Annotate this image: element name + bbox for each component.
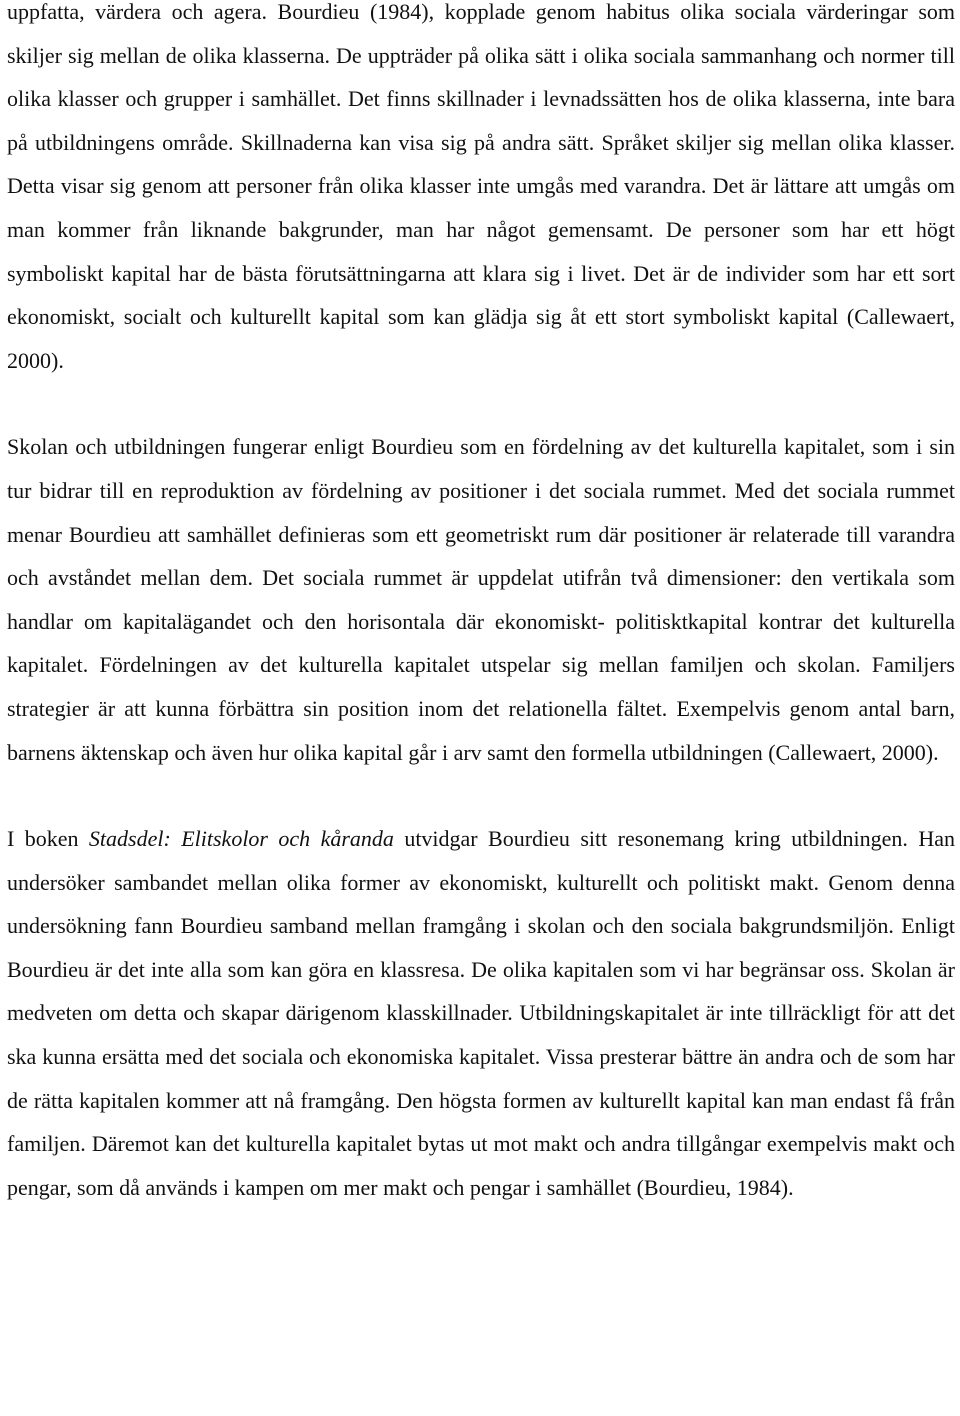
document-page [7, 0, 955, 1209]
paragraph-intro-text: I boken [7, 826, 89, 852]
paragraph-cultural-capital: Skolan och utbildningen fungerar enligt Bourdieu som en fördelning av det kulturella kapitalet, som i sin tur bidrar till en reproduktion av fördelning av positioner i det sociala rummet. Med det sociala rummet menar Bourdieu att samhället definieras som ett geometriskt rum där positioner är relaterade till varandra och avståndet mellan dem. Det sociala rummet är uppdelat utifrån två dimensioner: den vertikala som handlar om kapitalägandet och den horisontala där ekonomiskt- politisktkapital kontrar det kulturella kapitalet. Fördelningen av det kulturella kapitalet utspelar sig mellan familjen och skolan. Familjers strategier är att kunna förbättra sin position inom det relationella fältet. Exempelvis genom antal barn, barnens äktenskap och även hur olika kapital går i arv samt den formella utbildningen (Callewaert, 2000). [7, 434, 955, 765]
paragraph-body-text: utvidgar Bourdieu sitt resonemang kring utbildningen. Han undersöker sambandet mellan olika former av ekonomiskt, kulturellt och politiskt makt. Genom denna undersökning fann Bourdieu samband mellan framgång i skolan och den sociala bakgrundsmiljön. Enligt Bourdieu är det inte alla som kan göra en klassresa. De olika kapitalen som vi har begränsar oss. Skolan är medveten om detta och skapar därigenom klasskillnader. Utbildningskapitalet är inte tillräckligt för att det ska kunna ersätta med det sociala och ekonomiska kapitalet. Vissa presterar bättre än andra och de som har de rätta kapitalen kommer att nå framgång. Den högsta formen av kulturellt kapital kan man endast få från familjen. Däremot kan det kulturella kapitalet bytas ut mot makt och andra tillgångar exempelvis makt och pengar, som då används i kampen om mer makt och pengar i samhället (Bourdieu, 1984). [7, 826, 955, 1200]
paragraph-habitus: uppfatta, värdera och agera. Bourdieu (1984), kopplade genom habitus olika sociala värderingar som skiljer sig mellan de olika klasserna. De uppträder på olika sätt i olika sociala sammanhang och normer till olika klasser och grupper i samhället. Det finns skillnader i levnadssätten hos de olika klasserna, inte bara på utbildningens område. Skillnaderna kan visa sig på andra sätt. Språket skiljer sig mellan olika klasser. Detta visar sig genom att personer från olika klasser inte umgås med varandra. Det är lättare att umgås om man kommer från liknande bakgrunder, man har något gemensamt. De personer som har ett högt symboliskt kapital har de bästa förutsättningarna att klara sig i livet. Det är de individer som har ett sort ekonomiskt, socialt och kulturellt kapital som kan glädja sig åt ett stort symboliskt kapital (Callewaert, 2000). [7, 0, 955, 373]
book-title: Stadsdel: Elitskolor och kåranda [88, 826, 394, 852]
paragraph-elite-schools [7, 817, 955, 1209]
